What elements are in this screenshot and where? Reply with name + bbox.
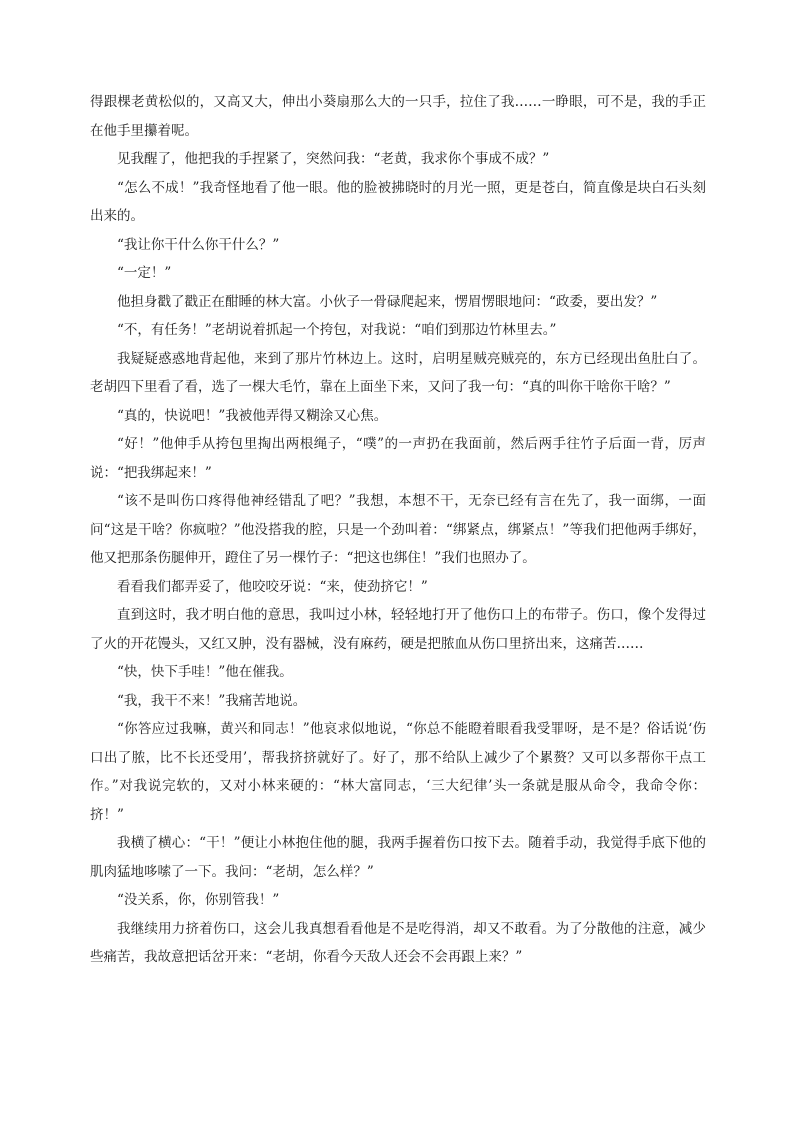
paragraph-16: “你答应过我嘛，黄兴和同志！”他哀求似地说，“你总不能瞪着眼看我受罪呀，是不是？俗话说‘伤口出了脓，比不长还受用’，帮我挤挤就好了。好了，那不给队上减少了个累赘？又可以多帮你干点工作。”对我说完软的，又对小林来硬的：“林大富同志，‘三大纪律’头一条就是服从命令，我命令你：挤！”	[90, 721, 706, 823]
paragraph-11: “该不是叫伤口疼得他神经错乱了吧？”我想，本想不干，无奈已经有言在先了，我一面绑，一面问“这是干啥？你疯啦？”他没搭我的腔，只是一个劲叫着：“绑紧点，绑紧点！”等我们把他两手绑好，他又把那条伤腿伸开，蹬住了另一棵竹子：“把这也绑住！”我们也照办了。	[90, 493, 706, 566]
paragraph-8: 我疑疑惑惑地背起他，来到了那片竹林边上。这时，启明星贼亮贼亮的，东方已经现出鱼肚白了。老胡四下里看了看，选了一棵大毛竹，靠在上面坐下来，又问了我一句：“真的叫你干啥你干啥？”	[90, 350, 706, 395]
paragraph-3: “怎么不成！”我奇怪地看了他一眼。他的脸被拂晓时的月光一照，更是苍白，简直像是块白石头刻出来的。	[90, 179, 706, 224]
paragraph-1: 得跟棵老黄松似的，又高又大，伸出小葵扇那么大的一只手，拉住了我……一睁眼，可不是，我的手正在他手里攥着呢。	[90, 94, 706, 139]
paragraph-4: “我让你干什么你干什么？”	[117, 236, 280, 253]
paragraph-7: “不，有任务！”老胡说着抓起一个挎包，对我说：“咱们到那边竹林里去。”	[117, 322, 557, 338]
paragraph-17: 我横了横心：“干！”便让小林抱住他的腿，我两手握着伤口按下去。随着手动，我觉得手底下他的肌肉猛地哆嗦了一下。我问：“老胡，怎么样？”	[90, 835, 706, 880]
paragraph-6: 他担身戳了戳正在酣睡的林大富。小伙子一骨碌爬起来，愣眉愣眼地问：“政委，要出发？”	[117, 293, 658, 310]
paragraph-2: 见我醒了，他把我的手捏紧了，突然问我：“老黄，我求你个事成不成？”	[117, 151, 550, 167]
paragraph-13: 直到这时，我才明白他的意思，我叫过小林，轻轻地打开了他伤口上的布带子。伤口，像个发得过了火的开花馒头，又红又肿，没有器械，没有麻药，硬是把脓血从伤口里挤出来，这痛苦……	[90, 607, 706, 652]
paragraph-15: “我，我干不来！”我痛苦地说。	[117, 692, 307, 709]
paragraph-12: 看看我们都弄妥了，他咬咬牙说：“来，使劲挤它！”	[117, 578, 428, 595]
paragraph-9: “真的，快说吧！”我被他弄得又糊涂又心焦。	[117, 407, 388, 424]
paragraph-19: 我继续用力挤着伤口，这会儿我真想看看他是不是吃得消，却又不敢看。为了分散他的注意，减少些痛苦，我故意把话岔开来：“老胡，你看今天敌人还会不会再跟上来？”	[90, 920, 706, 965]
paragraph-5: “一定！”	[117, 265, 172, 281]
document-page	[90, 88, 706, 972]
paragraph-10: “好！”他伸手从挎包里掏出两根绳子，“噗”的一声扔在我面前，然后两手往竹子后面一背，厉声说：“把我绑起来！”	[90, 436, 706, 481]
paragraph-14: “快，快下手哇！”他在催我。	[117, 664, 293, 680]
paragraph-18: “没关系，你，你别管我！”	[117, 892, 280, 908]
